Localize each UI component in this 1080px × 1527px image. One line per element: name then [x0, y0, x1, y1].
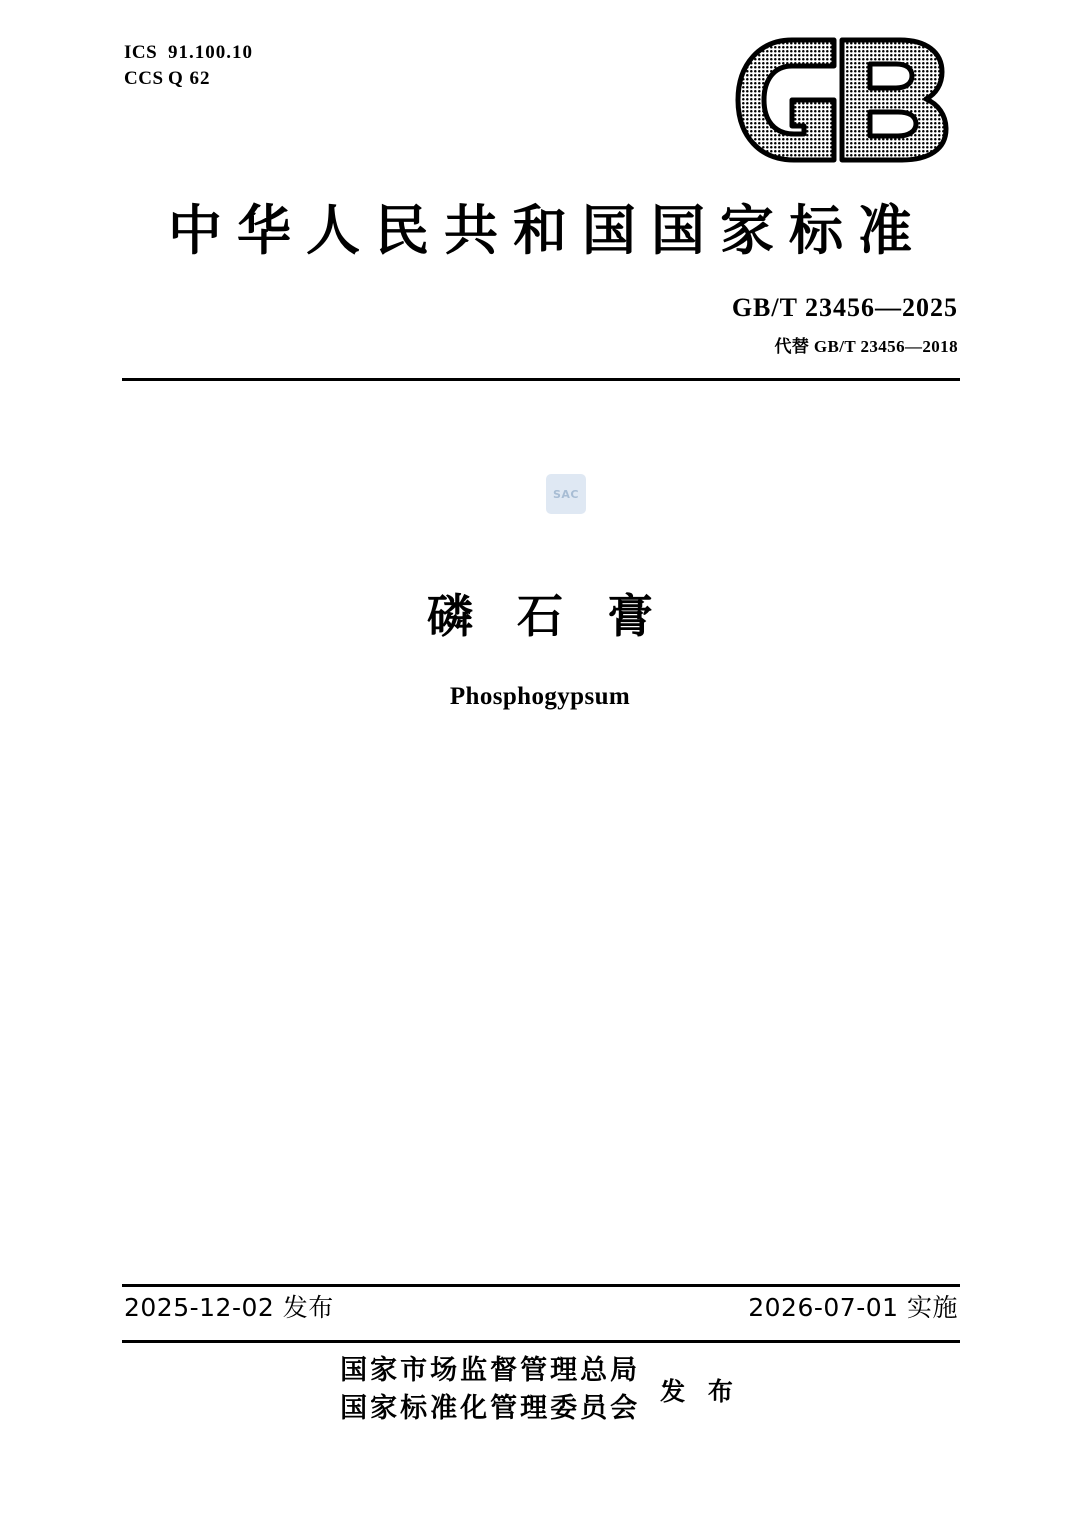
- issuer-line-2: 国家标准化管理委员会: [340, 1393, 641, 1424]
- ccs-label: CCS: [124, 68, 164, 89]
- divider-issuer: [122, 1340, 960, 1343]
- issuer-verb: 发 布: [660, 1377, 740, 1406]
- divider-top: [122, 378, 960, 381]
- ccs-row: [124, 66, 253, 92]
- ics-row: [124, 40, 253, 66]
- gb-emblem-icon: [730, 34, 960, 164]
- standard-number: GB/T 23456—2025: [731, 293, 958, 322]
- issuer-line-1: 国家市场监督管理总局: [340, 1355, 641, 1386]
- national-standard-title: 中华人民共和国国家标准: [168, 199, 927, 262]
- ics-label: ICS: [124, 42, 158, 63]
- implementation-date: 2026-07-01 实施: [748, 1293, 958, 1322]
- ics-value: 91.100.10: [168, 42, 253, 63]
- issue-date: 2025-12-02 发布: [124, 1293, 334, 1322]
- document-title-chinese: 磷石膏: [427, 589, 697, 643]
- standard-replaces: 代替 GB/T 23456—2018: [774, 337, 958, 356]
- sac-watermark-icon: SAC: [546, 474, 586, 514]
- divider-bottom: [122, 1284, 960, 1287]
- standard-number-block: [732, 293, 958, 357]
- issuer-names: [340, 1352, 640, 1428]
- issuer-block: [0, 1352, 1080, 1428]
- ccs-value: Q 62: [168, 68, 211, 89]
- classification-codes: [124, 40, 253, 92]
- document-title-english: Phosphogypsum: [449, 683, 631, 710]
